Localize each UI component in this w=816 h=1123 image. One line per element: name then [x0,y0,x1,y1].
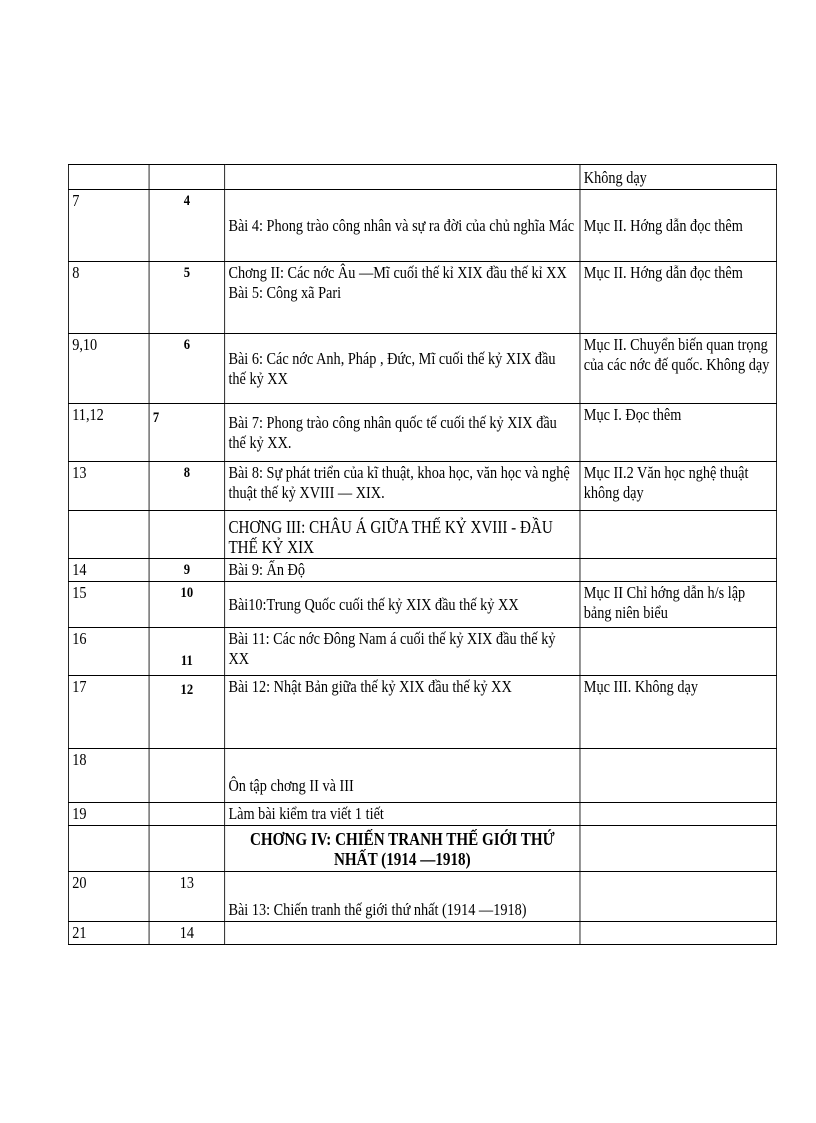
chapter-heading: CHƠNG III: CHÂU Á GIỮA THẾ KỶ XVIII - ĐẦU THẾ KỶ XIX [225,511,580,559]
week-cell [68,826,149,872]
lesson-title: Bài 5: Công xã Pari [228,283,342,302]
week-cell: 21 [68,922,149,945]
lesson-number-cell: 10 [149,582,225,628]
lesson-cell [225,165,580,190]
note-cell: Mục I. Đọc thêm [580,404,777,462]
lesson-number-cell: 5 [149,262,225,334]
week-cell [68,165,149,190]
lesson-cell: Bài 8: Sự phát triển của kĩ thuật, khoa học, văn học và nghệ thuật thế kỷ XVIII — XIX. [225,462,580,511]
table-row [68,165,776,190]
week-cell: 7 [68,190,149,262]
lesson-cell: Bài 7: Phong trào công nhân quốc tế cuối thế kỷ XIX đầu thế kỷ XX. [225,404,580,462]
table-row [68,628,776,676]
note-cell [580,826,777,872]
lesson-number-cell: 9 [149,559,225,582]
week-cell: 20 [68,872,149,922]
lesson-number-cell: 11 [149,628,225,676]
week-cell: 13 [68,462,149,511]
table-row [68,826,776,872]
week-cell: 8 [68,262,149,334]
note-cell [580,872,777,922]
lesson-number-cell: 13 [149,872,225,922]
note-cell [580,749,777,803]
lesson-cell [225,922,580,945]
lesson-cell [225,262,580,334]
table-row [68,511,776,559]
lesson-cell: Bài10:Trung Quốc cuối thế kỷ XIX đầu thế kỷ XX [225,582,580,628]
lesson-cell: Bài 13: Chiến tranh thế giới thứ nhất (1914 —1918) [225,872,580,922]
table-row [68,404,776,462]
lesson-number-cell [149,826,225,872]
table-row [68,190,776,262]
lesson-cell: Bài 12: Nhật Bản giữa thế kỷ XIX đầu thế kỷ XX [225,676,580,749]
lesson-number-cell: 4 [149,190,225,262]
note-cell [580,803,777,826]
lesson-number-cell [149,803,225,826]
note-cell: Mục III. Không dạy [580,676,777,749]
note-cell [580,922,777,945]
table-row [68,803,776,826]
week-cell: 14 [68,559,149,582]
lesson-number-cell: 7 [149,404,225,462]
note-cell [580,511,777,559]
note-cell: Mục II. Chuyển biến quan trọng của các nớc đế quốc. Không dạy [580,334,777,404]
lesson-number-cell [149,749,225,803]
week-cell [68,511,149,559]
lesson-cell: Bài 4: Phong trào công nhân và sự ra đời của chủ nghĩa Mác [225,190,580,262]
table-row [68,676,776,749]
week-cell: 11,12 [68,404,149,462]
chapter-heading: Chơng II: Các nớc Âu —Mĩ cuối thế kỉ XIX đầu thế kỉ XX [228,263,567,282]
week-cell: 9,10 [68,334,149,404]
week-cell: 15 [68,582,149,628]
lesson-number-cell: 12 [149,676,225,749]
week-cell: 16 [68,628,149,676]
lesson-cell: Làm bài kiểm tra viết 1 tiết [225,803,580,826]
week-cell: 17 [68,676,149,749]
lesson-cell: Bài 6: Các nớc Anh, Pháp , Đức, Mĩ cuối thế kỷ XIX đầu thế kỷ XX [225,334,580,404]
table-row [68,872,776,922]
week-cell: 19 [68,803,149,826]
note-cell: Mục II. Hớng dẫn đọc thêm [580,262,777,334]
lesson-cell: Bài 9: Ấn Độ [225,559,580,582]
syllabus-table [68,164,777,945]
table-row [68,749,776,803]
table-row [68,582,776,628]
lesson-number-cell [149,165,225,190]
note-cell: Mục II. Hớng dẫn đọc thêm [580,190,777,262]
lesson-number-cell [149,511,225,559]
lesson-number-cell: 14 [149,922,225,945]
table-row [68,922,776,945]
chapter-heading: CHƠNG IV: CHIẾN TRANH THẾ GIỚI THỨ NHẤT (1914 —1918) [225,826,580,872]
lesson-cell: Ôn tập chơng II và III [225,749,580,803]
note-cell [580,628,777,676]
note-cell [580,559,777,582]
table-row [68,462,776,511]
note-cell: Không dạy [580,165,777,190]
table-row [68,262,776,334]
lesson-number-cell: 8 [149,462,225,511]
table-row [68,334,776,404]
note-cell: Mục II.2 Văn học nghệ thuật không dạy [580,462,777,511]
week-cell: 18 [68,749,149,803]
table-row [68,559,776,582]
note-cell: Mục II Chỉ hớng dẫn h/s lập bảng niên biểu [580,582,777,628]
lesson-number-cell: 6 [149,334,225,404]
lesson-cell: Bài 11: Các nớc Đông Nam á cuối thế kỷ XIX đầu thế kỷ XX [225,628,580,676]
